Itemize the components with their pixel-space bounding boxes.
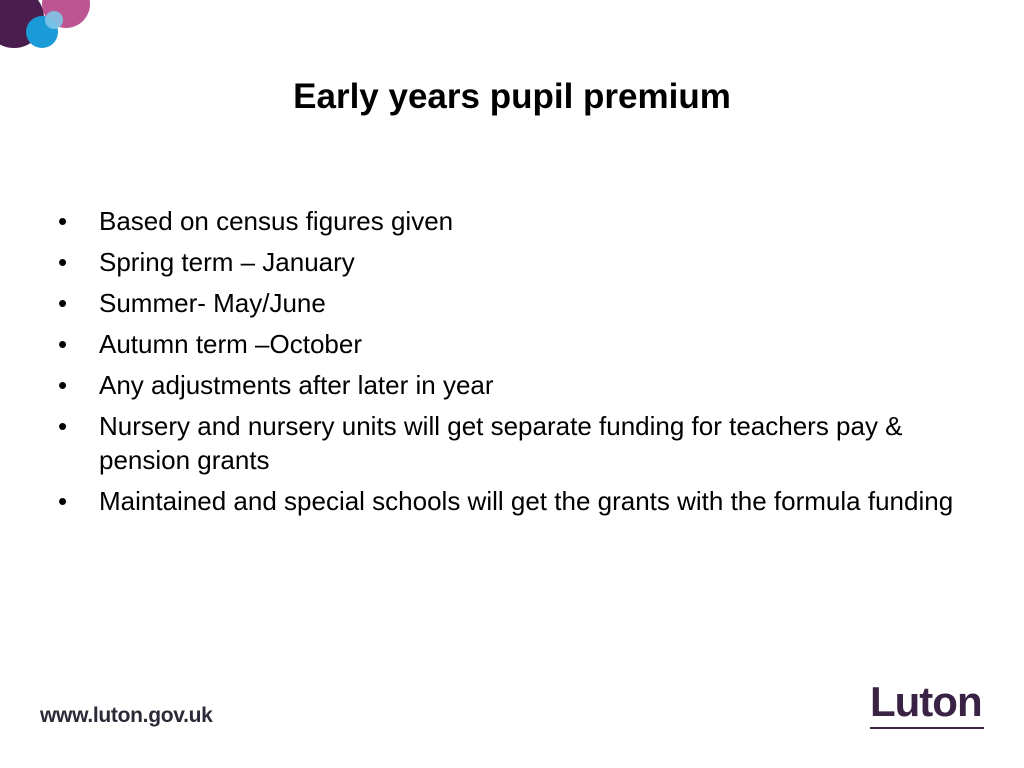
bullet-text: Autumn term –October [99,329,362,359]
bullet-item [56,286,966,320]
bullet-text: Spring term – January [99,247,355,277]
bullet-text: Any adjustments after later in year [99,370,494,400]
footer-website-url: www.luton.gov.uk [40,704,213,727]
bullet-dot: • [58,370,68,400]
bullet-dot: • [58,486,68,516]
bullet-text: Nursery and nursery units will get separate funding for teachers pay & pension grants [99,411,903,475]
bullet-item [56,245,966,279]
light-circle [45,11,63,29]
corner-logo-decoration [0,0,100,60]
bullet-dot: • [58,411,68,441]
bullet-dot: • [58,206,68,236]
bullet-item [56,484,966,518]
brand-underline [870,727,984,729]
bullet-item [56,204,966,238]
slide-title: Early years pupil premium [293,77,731,116]
bullet-text: Maintained and special schools will get the grants with the formula funding [99,486,954,516]
bullet-text: Based on census figures given [99,206,454,236]
bullet-item [56,409,966,477]
bullet-text: Summer- May/June [99,288,326,318]
bullet-item [56,368,966,402]
bullet-dot: • [58,288,68,318]
brand-wordmark: Luton [870,678,982,725]
luton-brand-logo [870,678,988,729]
bullet-dot: • [58,329,68,359]
bullet-item [56,327,966,361]
bullet-list [56,204,966,525]
bullet-dot: • [58,247,68,277]
